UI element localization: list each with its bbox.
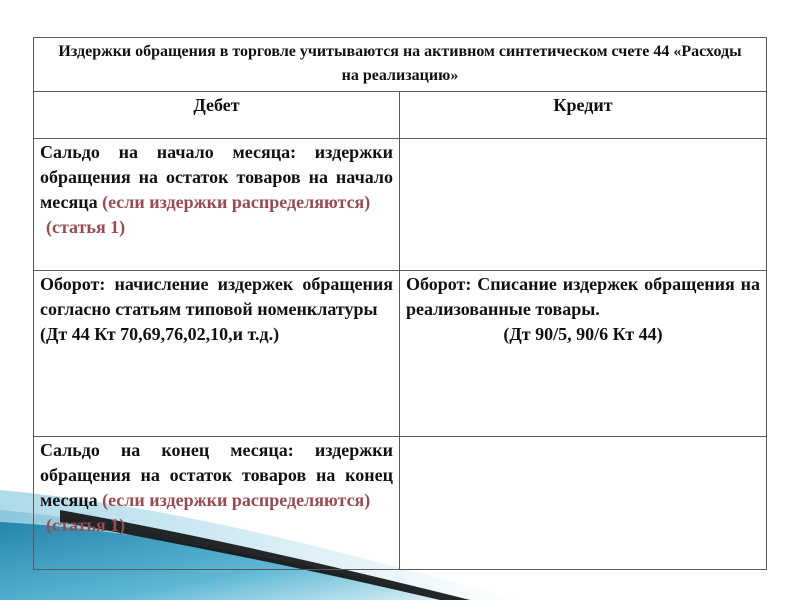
turnover-credit-text: Оборот: Списание издержек обращения на реализованные товары. [406, 274, 760, 319]
closing-balance-article: (статья 1) [46, 515, 126, 535]
turnover-debit-cell [34, 271, 400, 437]
opening-balance-article: (статья 1) [46, 217, 126, 237]
opening-balance-credit-cell [400, 139, 767, 271]
closing-balance-note: (если издержки распределяются) [102, 490, 371, 510]
turnover-debit-text: Оборот: начисление издержек обращения согласно статьям типовой номенклатуры [40, 274, 393, 319]
debit-header: Дебет [34, 92, 400, 139]
closing-balance-text: Сальдо на конец месяца: издержки обращения на остаток товаров на конец месяца [40, 440, 393, 510]
turnover-credit-entry: (Дт 90/5, 90/6 Кт 44) [503, 324, 663, 344]
closing-balance-debit-cell [34, 437, 400, 570]
closing-balance-credit-cell [400, 437, 767, 570]
opening-balance-debit-cell [34, 139, 400, 271]
table-title: Издержки обращения в торговле учитываются на активном синтетическом счете 44 «Расходы на реализацию» [34, 38, 767, 92]
opening-balance-text: Сальдо на начало месяца: издержки обращения на остаток товаров на начало месяца [40, 142, 393, 212]
turnover-debit-entry: (Дт 44 Кт 70,69,76,02,10,и т.д.) [40, 324, 280, 344]
credit-header: Кредит [400, 92, 767, 139]
account-44-table [33, 37, 767, 570]
opening-balance-note: (если издержки распределяются) [102, 192, 371, 212]
turnover-credit-cell [400, 271, 767, 437]
